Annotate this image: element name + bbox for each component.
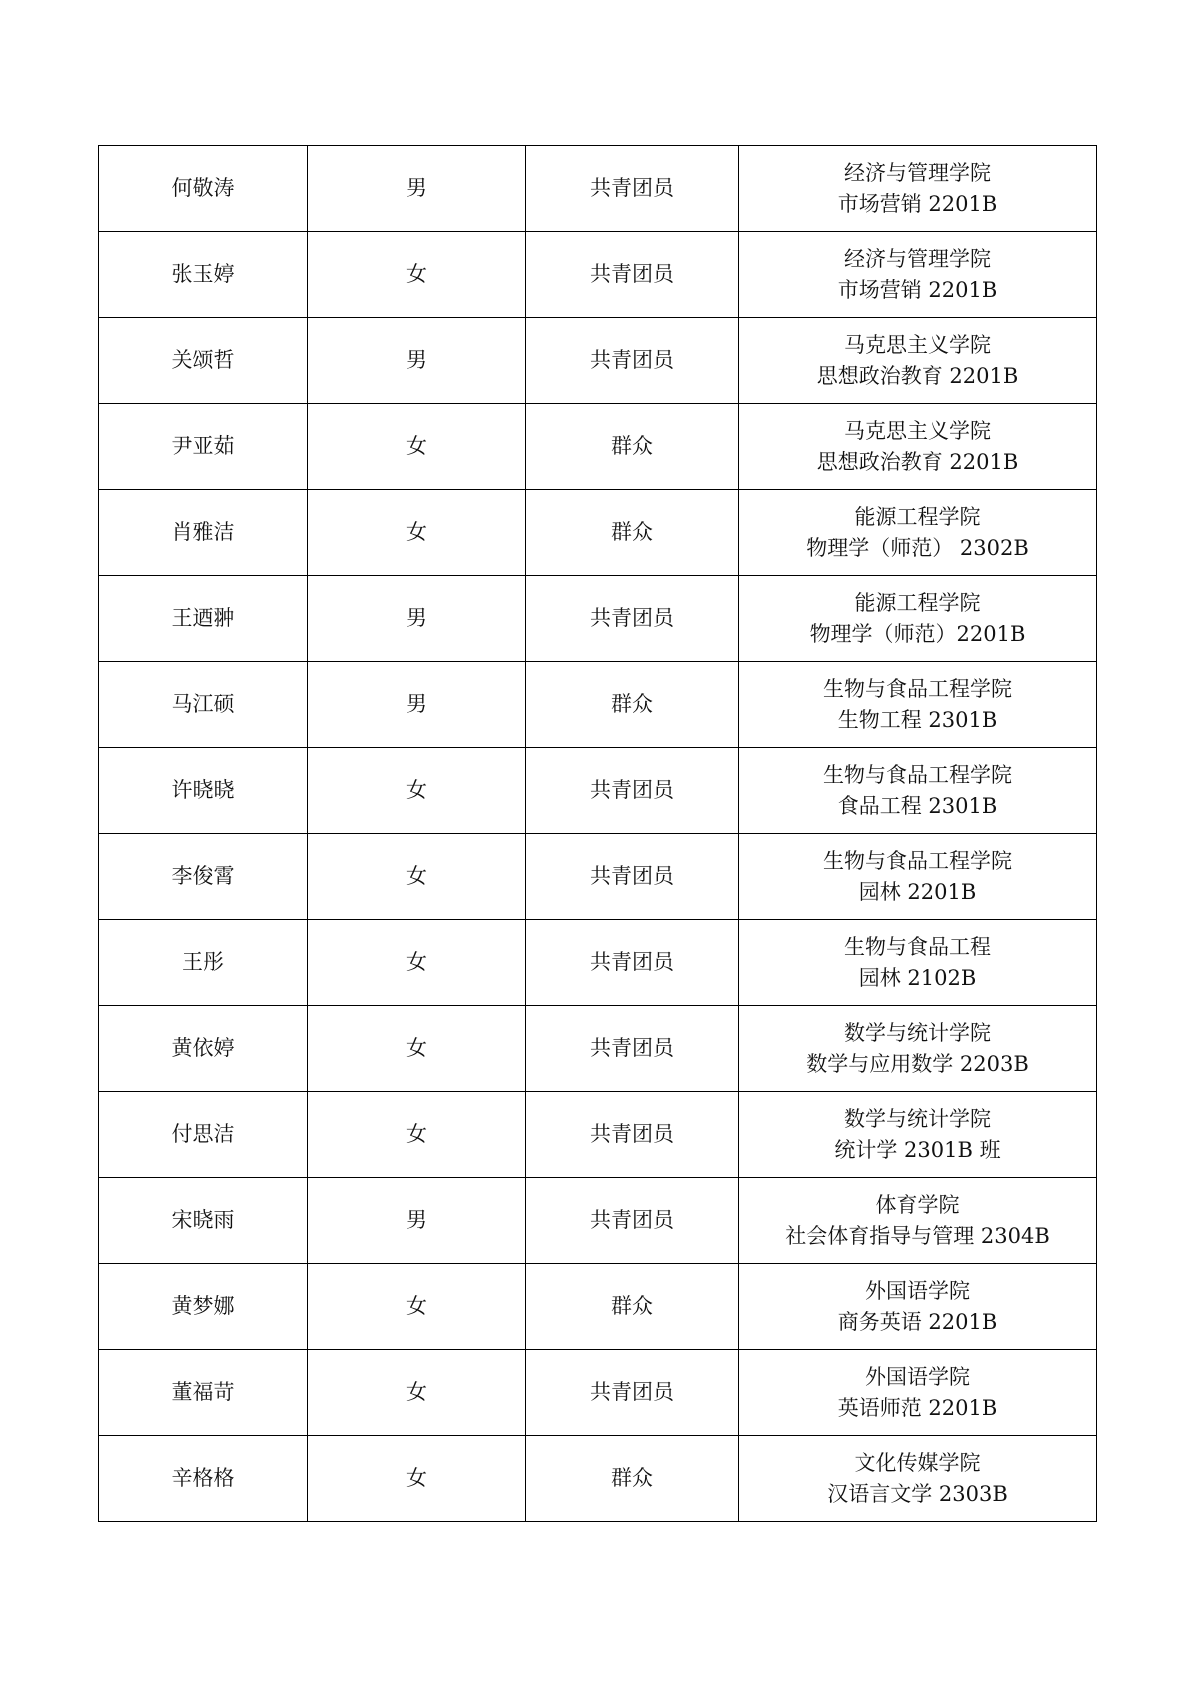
class-text: 生物工程 2301B: [837, 707, 998, 732]
class-text: 园林 2201B: [858, 879, 977, 904]
political-status-cell: 群众: [526, 404, 739, 490]
college-text: 经济与管理学院: [844, 246, 991, 271]
table-row: [99, 232, 1097, 318]
gender-cell: 女: [308, 1006, 526, 1092]
college-text: 体育学院: [875, 1192, 960, 1217]
table-row: [99, 1178, 1097, 1264]
unit-cell: [739, 490, 1097, 576]
gender-cell: 男: [308, 318, 526, 404]
unit-cell: [739, 662, 1097, 748]
college-text: 数学与统计学院: [844, 1020, 991, 1045]
political-status-cell: 共青团员: [526, 576, 739, 662]
table-row: [99, 748, 1097, 834]
gender-cell: 女: [308, 920, 526, 1006]
gender-cell: 女: [308, 834, 526, 920]
college-text: 经济与管理学院: [844, 160, 991, 185]
name-cell: 肖雅洁: [99, 490, 308, 576]
class-text: 统计学 2301B 班: [834, 1137, 1001, 1162]
table-row: [99, 490, 1097, 576]
unit-cell: [739, 1006, 1097, 1092]
table-row: [99, 318, 1097, 404]
class-text: 汉语言文学 2303B: [827, 1481, 1008, 1506]
class-text: 思想政治教育 2201B: [816, 449, 1019, 474]
unit-cell: [739, 318, 1097, 404]
name-cell: 王彤: [99, 920, 308, 1006]
name-cell: 关颂哲: [99, 318, 308, 404]
political-status-cell: 共青团员: [526, 1350, 739, 1436]
name-cell: 付思洁: [99, 1092, 308, 1178]
table-row: [99, 1264, 1097, 1350]
political-status-cell: 群众: [526, 1264, 739, 1350]
roster-table: [98, 145, 1097, 1522]
political-status-cell: 共青团员: [526, 920, 739, 1006]
class-text: 市场营销 2201B: [837, 277, 998, 302]
college-text: 能源工程学院: [854, 504, 981, 529]
unit-cell: [739, 834, 1097, 920]
gender-cell: 男: [308, 1178, 526, 1264]
college-text: 生物与食品工程学院: [823, 676, 1012, 701]
unit-cell: [739, 146, 1097, 232]
name-cell: 董福苛: [99, 1350, 308, 1436]
class-text: 商务英语 2201B: [837, 1309, 998, 1334]
class-text: 思想政治教育 2201B: [816, 363, 1019, 388]
unit-cell: [739, 1092, 1097, 1178]
college-text: 文化传媒学院: [854, 1450, 981, 1475]
college-text: 马克思主义学院: [844, 418, 991, 443]
political-status-cell: 共青团员: [526, 1178, 739, 1264]
table-row: [99, 146, 1097, 232]
political-status-cell: 共青团员: [526, 318, 739, 404]
name-cell: 张玉婷: [99, 232, 308, 318]
gender-cell: 女: [308, 1436, 526, 1522]
table-row: [99, 1092, 1097, 1178]
college-text: 外国语学院: [865, 1278, 970, 1303]
college-text: 外国语学院: [865, 1364, 970, 1389]
unit-cell: [739, 232, 1097, 318]
gender-cell: 女: [308, 1264, 526, 1350]
gender-cell: 男: [308, 662, 526, 748]
table-row: [99, 1006, 1097, 1092]
political-status-cell: 群众: [526, 490, 739, 576]
unit-cell: [739, 748, 1097, 834]
class-text: 物理学（师范） 2302B: [806, 535, 1029, 560]
table-row: [99, 662, 1097, 748]
name-cell: 王迺翀: [99, 576, 308, 662]
college-text: 生物与食品工程学院: [823, 848, 1012, 873]
gender-cell: 女: [308, 1350, 526, 1436]
gender-cell: 女: [308, 404, 526, 490]
table-row: [99, 576, 1097, 662]
gender-cell: 男: [308, 576, 526, 662]
college-text: 数学与统计学院: [844, 1106, 991, 1131]
political-status-cell: 群众: [526, 662, 739, 748]
unit-cell: [739, 404, 1097, 490]
name-cell: 宋晓雨: [99, 1178, 308, 1264]
political-status-cell: 群众: [526, 1436, 739, 1522]
college-text: 能源工程学院: [854, 590, 981, 615]
unit-cell: [739, 1350, 1097, 1436]
unit-cell: [739, 1178, 1097, 1264]
name-cell: 何敬涛: [99, 146, 308, 232]
table-row: [99, 1436, 1097, 1522]
gender-cell: 女: [308, 490, 526, 576]
gender-cell: 男: [308, 146, 526, 232]
political-status-cell: 共青团员: [526, 1092, 739, 1178]
political-status-cell: 共青团员: [526, 834, 739, 920]
class-text: 社会体育指导与管理 2304B: [785, 1223, 1050, 1248]
gender-cell: 女: [308, 748, 526, 834]
class-text: 物理学（师范）2201B: [809, 621, 1026, 646]
name-cell: 许晓晓: [99, 748, 308, 834]
gender-cell: 女: [308, 1092, 526, 1178]
political-status-cell: 共青团员: [526, 146, 739, 232]
political-status-cell: 共青团员: [526, 748, 739, 834]
class-text: 食品工程 2301B: [837, 793, 998, 818]
name-cell: 黄依婷: [99, 1006, 308, 1092]
name-cell: 辛格格: [99, 1436, 308, 1522]
class-text: 市场营销 2201B: [837, 191, 998, 216]
unit-cell: [739, 1436, 1097, 1522]
table-row: [99, 920, 1097, 1006]
unit-cell: [739, 1264, 1097, 1350]
roster-body: [99, 146, 1097, 1522]
class-text: 英语师范 2201B: [837, 1395, 998, 1420]
unit-cell: [739, 920, 1097, 1006]
table-row: [99, 1350, 1097, 1436]
political-status-cell: 共青团员: [526, 1006, 739, 1092]
name-cell: 黄梦娜: [99, 1264, 308, 1350]
college-text: 生物与食品工程学院: [823, 762, 1012, 787]
table-row: [99, 834, 1097, 920]
name-cell: 李俊霄: [99, 834, 308, 920]
college-text: 生物与食品工程: [844, 934, 991, 959]
unit-cell: [739, 576, 1097, 662]
gender-cell: 女: [308, 232, 526, 318]
table-row: [99, 404, 1097, 490]
class-text: 园林 2102B: [858, 965, 977, 990]
name-cell: 尹亚茹: [99, 404, 308, 490]
college-text: 马克思主义学院: [844, 332, 991, 357]
class-text: 数学与应用数学 2203B: [806, 1051, 1029, 1076]
name-cell: 马江硕: [99, 662, 308, 748]
political-status-cell: 共青团员: [526, 232, 739, 318]
